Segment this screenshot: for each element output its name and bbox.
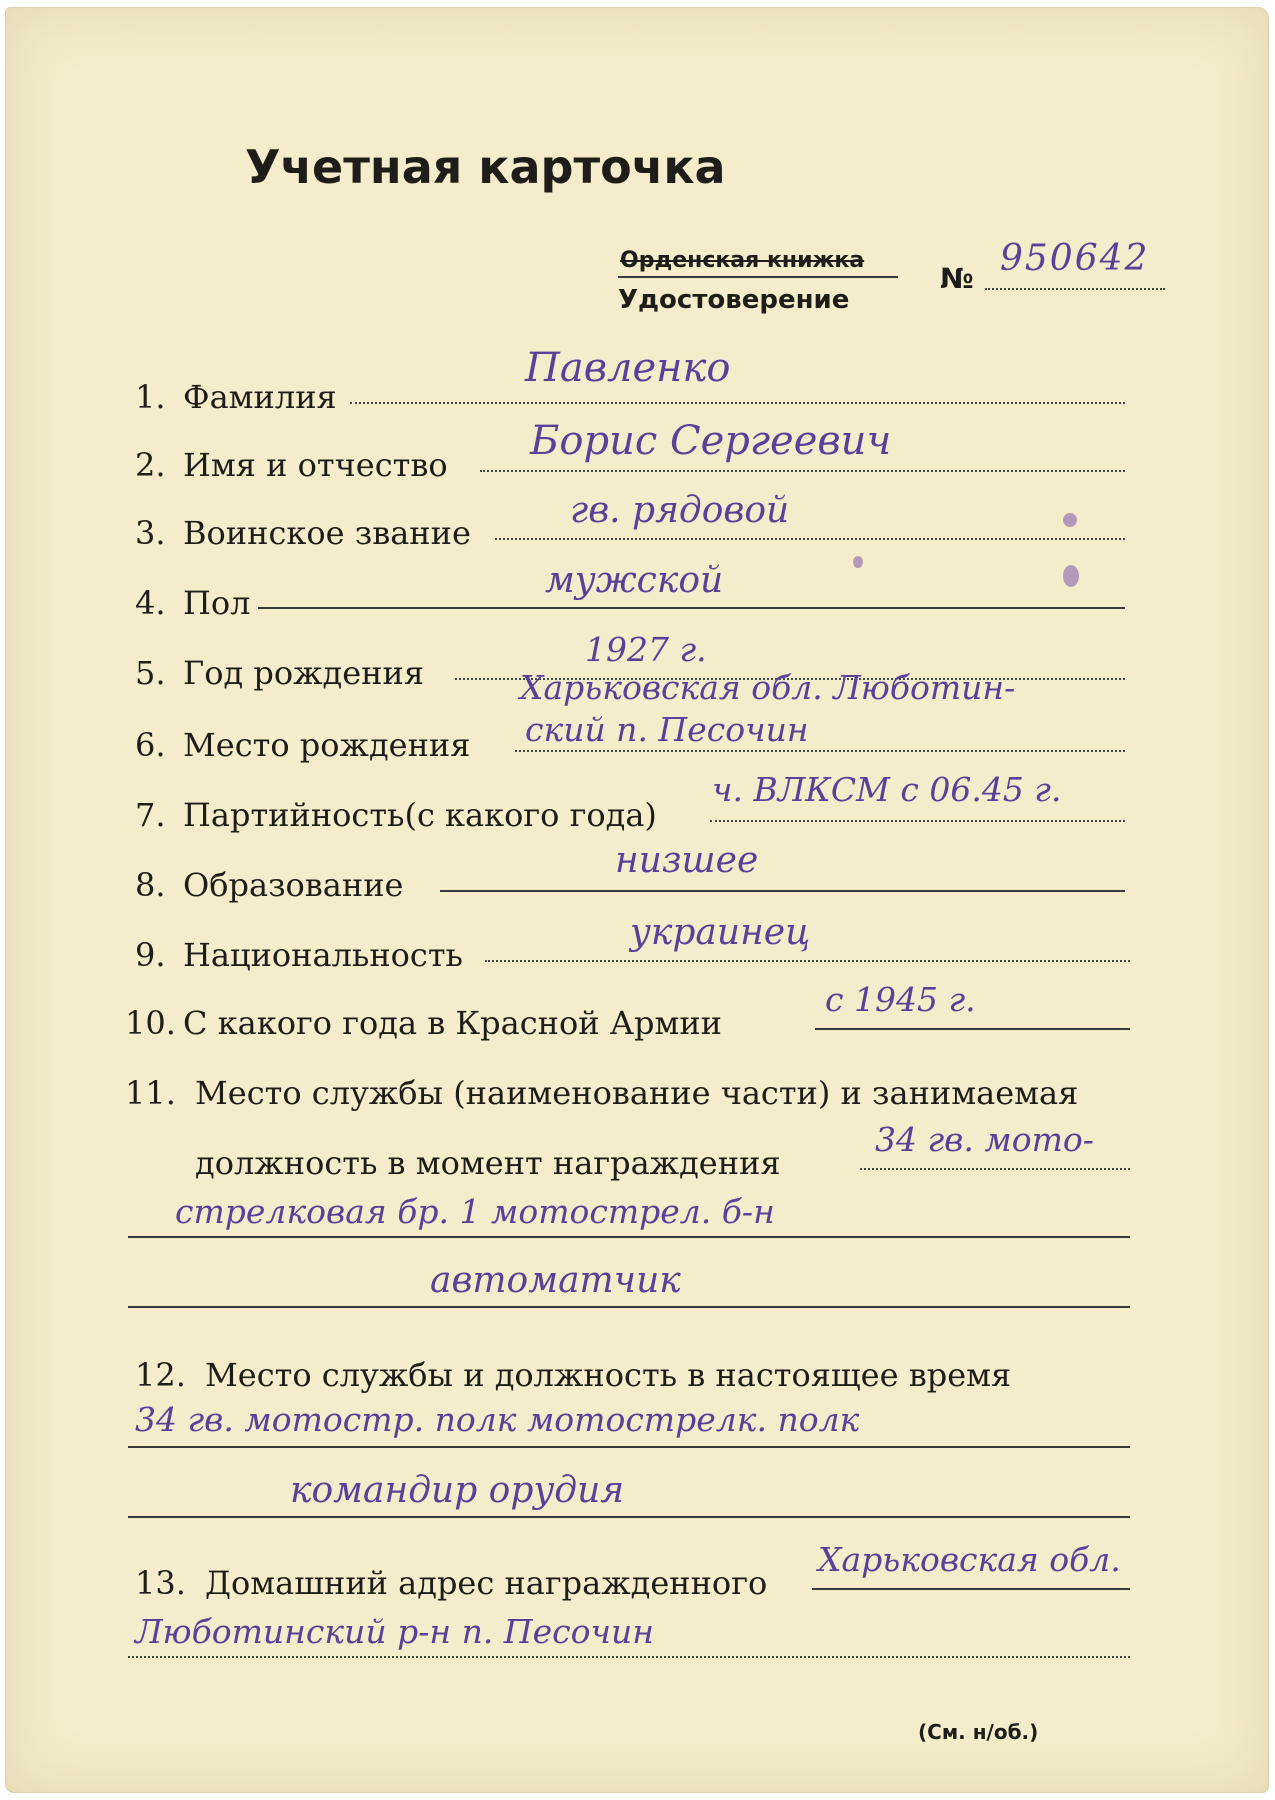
field-11-value-line3: автоматчик (430, 1260, 681, 1301)
number-underline (985, 288, 1165, 290)
field-10-line (815, 1028, 1130, 1030)
field-6-value-line1: Харьковская обл. Люботин- (520, 668, 1016, 707)
field-8-line (440, 890, 1125, 892)
field-12-value-line1: 34 гв. мотостр. полк мотострелк. полк (135, 1400, 860, 1439)
field-5-number: 5. (135, 654, 166, 692)
field-11-value-line2: стрелковая бр. 1 мотострел. б-н (175, 1192, 775, 1231)
field-9-label: Национальность (183, 936, 463, 974)
field-2-line (480, 470, 1125, 472)
field-7-number: 7. (135, 796, 166, 834)
field-6-value-line2: ский п. Песочин (525, 710, 809, 749)
field-11-number: 11. (125, 1074, 176, 1112)
ink-blot (1063, 513, 1077, 527)
field-1-number: 1. (135, 378, 166, 416)
field-7-label: Партийность(с какого года) (183, 796, 657, 834)
field-13-number: 13. (135, 1564, 186, 1602)
field-11-line2 (128, 1236, 1130, 1238)
field-6-number: 6. (135, 726, 166, 764)
doc-type-divider (618, 276, 898, 278)
field-8-value: низшее (615, 840, 759, 881)
field-8-number: 8. (135, 866, 166, 904)
field-10-number: 10. (125, 1004, 176, 1042)
field-12-value-line2: командир орудия (290, 1470, 625, 1511)
field-1-line (350, 402, 1125, 404)
field-4-number: 4. (135, 584, 166, 622)
field-7-value: ч. ВЛКСМ с 06.45 г. (712, 770, 1062, 809)
field-12-line1 (128, 1446, 1130, 1448)
field-13-line1 (812, 1588, 1130, 1590)
field-2-number: 2. (135, 446, 166, 484)
field-12-number: 12. (135, 1356, 186, 1394)
field-3-number: 3. (135, 514, 166, 552)
field-11-line3 (128, 1306, 1130, 1308)
field-4-line (258, 607, 1125, 609)
field-2-value: Борис Сергеевич (530, 418, 892, 464)
field-13-value-line1: Харьковская обл. (818, 1540, 1121, 1579)
field-3-value: гв. рядовой (570, 490, 790, 531)
field-3-label: Воинское звание (183, 514, 471, 552)
field-4-label: Пол (183, 584, 251, 622)
card-title: Учетная карточка (245, 140, 726, 194)
field-13-line2 (128, 1656, 1130, 1658)
field-11-label-line1: Место службы (наименование части) и занимаемая (195, 1074, 1079, 1112)
field-13-label: Домашний адрес награжденного (205, 1564, 768, 1602)
field-2-label: Имя и отчество (183, 446, 448, 484)
field-11-value-line1: 34 гв. мото- (875, 1120, 1094, 1159)
field-12-line2 (128, 1516, 1130, 1518)
field-8-label: Образование (183, 866, 404, 904)
number-sign: № (940, 262, 974, 295)
field-3-line (495, 538, 1125, 540)
field-10-value: с 1945 г. (825, 980, 976, 1019)
struck-document-type: Орденская книжка (620, 248, 865, 273)
field-9-value: украинец (630, 912, 811, 953)
field-6-label: Место рождения (183, 726, 471, 764)
field-4-value: мужской (545, 560, 724, 601)
field-10-label: С какого года в Красной Армии (183, 1004, 722, 1042)
ink-blot (1063, 565, 1079, 587)
field-1-label: Фамилия (183, 378, 337, 416)
field-6-line (515, 750, 1125, 752)
field-13-value-line2: Люботинский р-н п. Песочин (135, 1612, 654, 1651)
field-5-value: 1927 г. (585, 630, 707, 669)
footer-note: (См. н/об.) (918, 1720, 1039, 1744)
field-1-value: Павленко (525, 345, 731, 391)
ink-blot (853, 556, 863, 568)
field-7-line (710, 820, 1125, 822)
field-11-label-line2: должность в момент награждения (195, 1144, 781, 1182)
field-11-line1 (860, 1168, 1130, 1170)
document-type: Удостоверение (618, 285, 850, 315)
field-9-line (485, 960, 1130, 962)
card-number: 950642 (1000, 238, 1150, 279)
field-5-label: Год рождения (183, 654, 424, 692)
field-9-number: 9. (135, 936, 166, 974)
field-12-label: Место службы и должность в настоящее время (205, 1356, 1012, 1394)
